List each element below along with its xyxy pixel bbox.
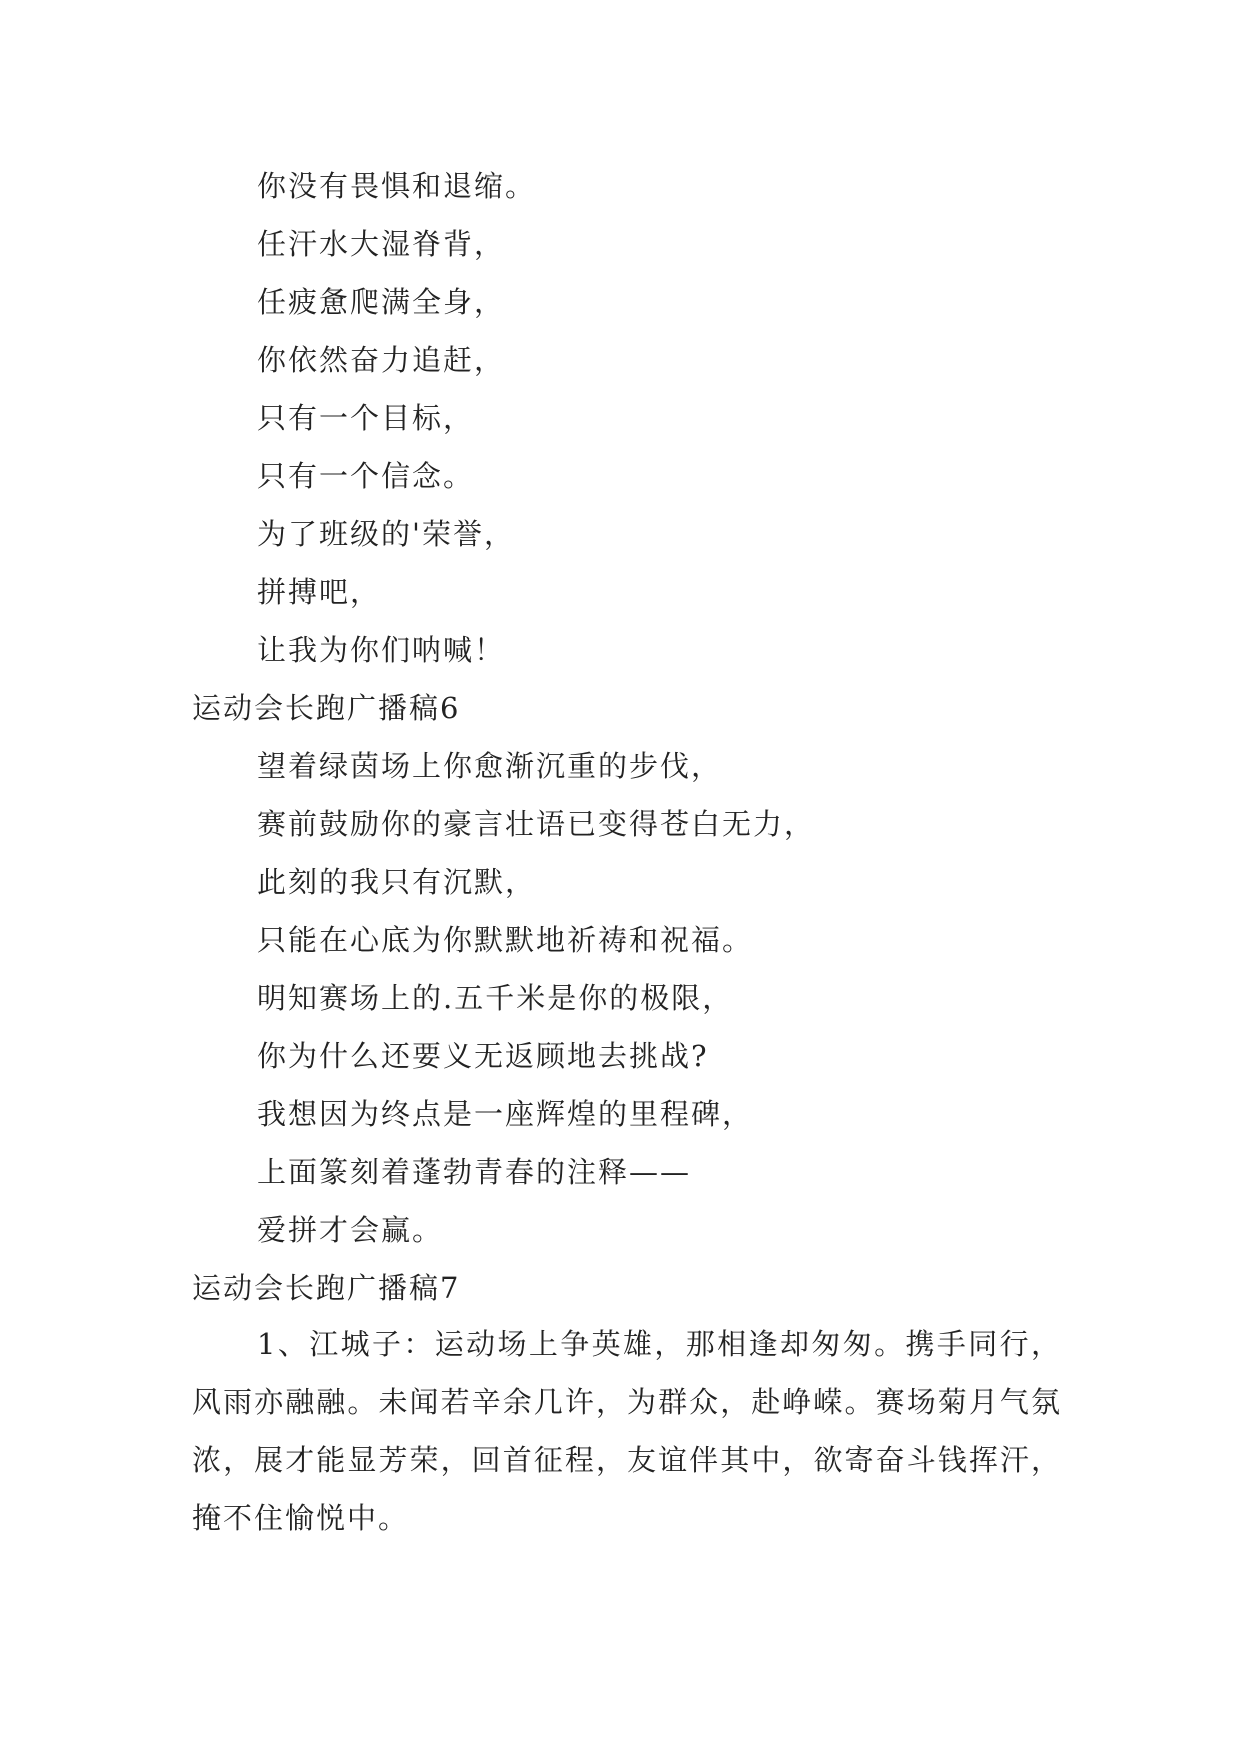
body-paragraph: 1、江城子：运动场上争英雄，那相逢却匆匆。携手同行，风雨亦融融。未闻若辛余几许，为群众，赴峥嵘。赛场菊月气氛浓，展才能显芳荣，回首征程，友谊伴其中，欲寄奋斗钱挥汗，掩不住愉悦中。 xyxy=(192,1327,1062,1535)
poem-line: 爱拼才会赢。 xyxy=(257,1213,444,1247)
poem-line: 我想因为终点是一座辉煌的里程碑， xyxy=(257,1097,754,1131)
poem-line: 只有一个目标， xyxy=(257,401,475,435)
poem-line: 拼搏吧， xyxy=(257,575,382,609)
poem-line: 上面篆刻着蓬勃青春的注释—— xyxy=(257,1155,692,1189)
poem-line: 让我为你们呐喊！ xyxy=(257,633,506,667)
poem-line: 此刻的我只有沉默， xyxy=(257,865,537,899)
poem-line: 为了班级的'荣誉， xyxy=(257,517,515,551)
poem-line: 任汗水大湿脊背， xyxy=(257,227,506,261)
section-heading: 运动会长跑广播稿7 xyxy=(192,1271,461,1305)
poem-line: 望着绿茵场上你愈渐沉重的步伐， xyxy=(257,749,723,783)
poem-line: 赛前鼓励你的豪言壮语已变得苍白无力， xyxy=(257,807,816,841)
poem-line: 明知赛场上的.五千米是你的极限， xyxy=(257,981,734,1015)
section-heading: 运动会长跑广播稿6 xyxy=(192,691,461,725)
poem-line: 只有一个信念。 xyxy=(257,459,475,493)
poem-line: 你没有畏惧和退缩。 xyxy=(257,169,537,203)
poem-line: 任疲惫爬满全身， xyxy=(257,285,506,319)
poem-line: 你依然奋力追赶， xyxy=(257,343,506,377)
poem-line: 你为什么还要义无返顾地去挑战? xyxy=(257,1039,709,1073)
poem-line: 只能在心底为你默默地祈祷和祝福。 xyxy=(257,923,754,957)
